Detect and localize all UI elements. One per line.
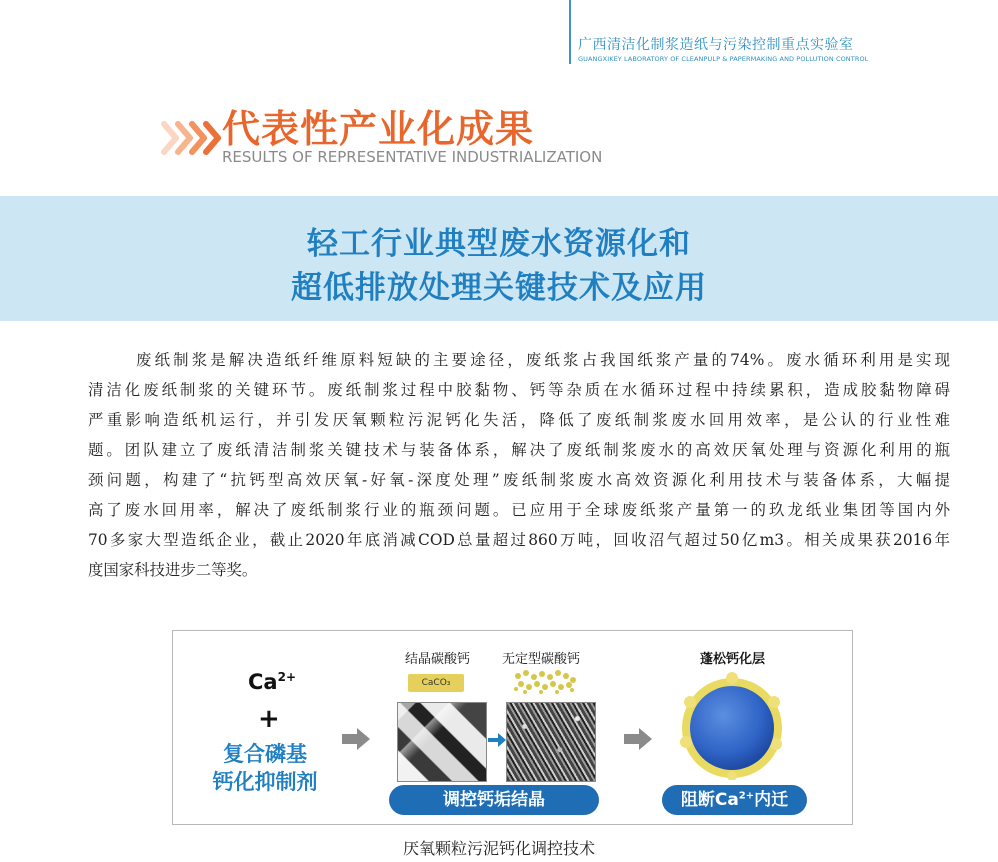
crystal-sem-image — [397, 702, 487, 782]
lab-name-en: GUANGXIKEY LABORATORY OF CLEANPULP & PAPERMAKING AND POLLUTION CONTROL — [578, 55, 869, 63]
amorphous-particles-icon — [512, 668, 578, 696]
lab-name-cn: 广西清洁化制浆造纸与污染控制重点实验室 — [578, 37, 854, 53]
body-line: 严重影响造纸机运行，并引发厌氧颗粒污泥钙化失活，降低了废纸制浆废水回用效率，是公认的行业性难 — [88, 411, 950, 429]
crystal-calcium-label: 结晶碳酸钙 — [405, 652, 471, 667]
amorphous-sem-image — [506, 702, 596, 782]
caco3-tag: CaCO₃ — [408, 674, 464, 692]
body-line: 高了废水回用率，解决了废纸制浆行业的瓶颈问题。已应用于全球废纸浆产量第一的玖龙纸业集团等国内外 — [88, 501, 950, 519]
body-line: 度国家科技进步二等奖。 — [88, 561, 258, 579]
header-divider — [569, 0, 571, 64]
amorphous-calcium-label: 无定型碳酸钙 — [502, 652, 581, 667]
figure-caption: 厌氧颗粒污泥钙化调控技术 — [402, 839, 595, 858]
granule-sphere-illustration — [676, 672, 788, 780]
inhibitor-label-line2: 钙化抑制剂 — [212, 770, 318, 794]
section-subtitle: RESULTS OF REPRESENTATIVE INDUSTRIALIZATION — [222, 148, 603, 166]
block-calcium-pill: 阻断$Ca^{2+}$内迁 — [662, 785, 807, 815]
gray-arrow-icon — [624, 728, 652, 750]
calcium-ion-label: $Ca^{2+}$ — [248, 670, 296, 694]
section-title: 代表性产业化成果 — [222, 107, 535, 151]
banner-title-line2: 超低排放处理关键技术及应用 — [291, 270, 707, 306]
plus-sign: + — [258, 704, 280, 734]
body-line: 70多家大型造纸企业，截止2020年底消减COD总量超过860万吨，回收沼气超过50亿m3。相关成果获2016年 — [88, 531, 950, 549]
body-line: 清洁化废纸制浆的关键环节。废纸制浆过程中胶黏物、钙等杂质在水循环过程中持续累积，造成胶黏物障碍 — [88, 381, 950, 399]
gray-arrow-icon — [342, 728, 370, 750]
loose-calcification-label: 蓬松钙化层 — [700, 652, 766, 667]
body-paragraph — [88, 345, 950, 585]
body-line: 颈问题，构建了“抗钙型高效厌氧-好氧-深度处理”废纸制浆废水高效资源化利用技术与装备体系，大幅提 — [88, 471, 950, 489]
inhibitor-label-line1: 复合磷基 — [223, 742, 307, 766]
regulate-crystal-pill: 调控钙垢结晶 — [389, 785, 599, 815]
body-line: 废纸制浆是解决造纸纤维原料短缺的主要途径，废纸浆占我国纸浆产量的74%。废水循环利用是实现 — [136, 351, 950, 369]
blue-arrow-icon — [488, 733, 506, 747]
banner-title-line1: 轻工行业典型废水资源化和 — [307, 226, 691, 262]
body-line: 题。团队建立了废纸清洁制浆关键技术与装备体系，解决了废纸制浆废水的高效厌氧处理与资源化利用的瓶 — [88, 441, 950, 459]
chevron-arrows-icon — [160, 118, 222, 158]
